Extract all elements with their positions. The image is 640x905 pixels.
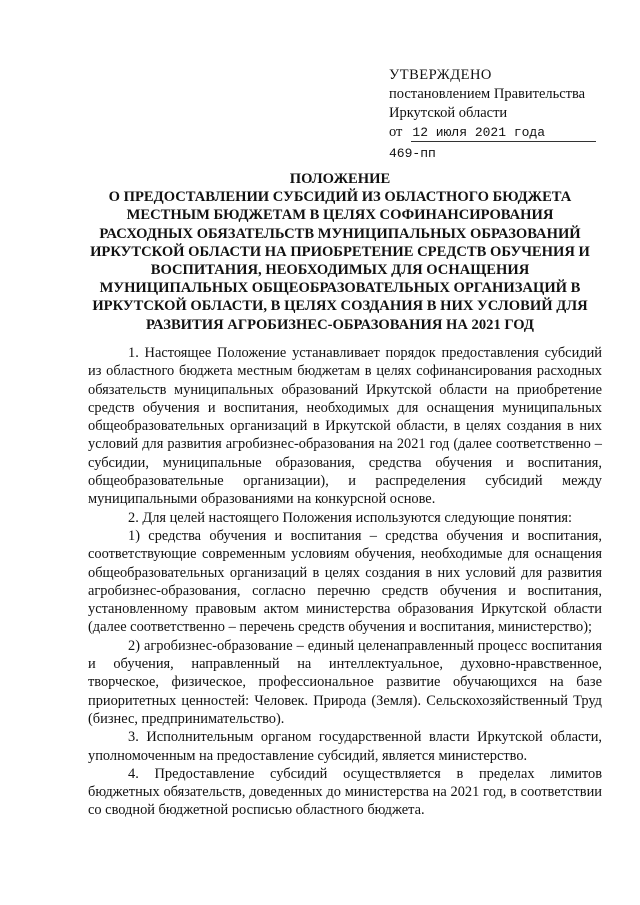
paragraph: 1. Настоящее Положение устанавливает порядок предоставления субсидий из областного бюджета местным бюджетам в целях софинансирования расходных обязательств муниципальных образований Иркутской области на приобретение средств обучения и воспитания, необходимых для оснащения муниципальных общеобразовательных организаций в Иркутской области, в целях создания в них условий для развития агробизнес-образования на 2021 год (далее соответственно – субсидии, муниципальные образования, средства обучения и воспитания, общеобразовательные организации), и распределения субсидий между муниципальными образованиями на конкурсной основе. <box>88 345 602 508</box>
document-title <box>80 170 600 334</box>
approval-region-line: Иркутской области <box>389 105 508 121</box>
document-body <box>88 344 602 820</box>
title-line: ПОЛОЖЕНИЕ <box>289 171 391 187</box>
title-line: ИРКУТСКОЙ ОБЛАСТИ НА ПРИОБРЕТЕНИЕ СРЕДСТВ ОБУЧЕНИЯ И <box>90 243 590 260</box>
approval-date-prefix: от <box>389 124 403 140</box>
paragraph: 2) агробизнес-образование – единый целенаправленный процесс воспитания и обучения, направленный на интеллектуальное, духовно-нравственное, творческое, физическое, профессиональное развитие обучающихся на базе приоритетных ценностей: Человек. Природа (Земля). Сельскохозяйственный Труд (бизнес, предпринимательство). <box>88 637 602 727</box>
title-line: О ПРЕДОСТАВЛЕНИИ СУБСИДИЙ ИЗ ОБЛАСТНОГО БЮДЖЕТА <box>108 189 572 206</box>
paragraph: 4. Предоставление субсидий осуществляется в пределах лимитов бюджетных обязательств, доведенных до министерства на 2021 год, в соответствии со сводной бюджетной росписью областного бюджета. <box>88 765 602 819</box>
paragraph: 1) средства обучения и воспитания – средства обучения и воспитания, соответствующие современным условиям обучения, необходимые для оснащения общеобразовательных организаций в целях создания в них условий для развития агробизнес-образования, согласно перечню средств обучения и воспитания, установленному правовым актом министерства образования Иркутской области (далее соответственно – перечень средств обучения и воспитания, министерство); <box>88 527 602 636</box>
approval-issuer-line: постановлением Правительства <box>389 86 586 102</box>
title-line: МЕСТНЫМ БЮДЖЕТАМ В ЦЕЛЯХ СОФИНАНСИРОВАНИЯ <box>126 207 554 224</box>
title-line: МУНИЦИПАЛЬНЫХ ОБЩЕОБРАЗОВАТЕЛЬНЫХ ОРГАНИЗАЦИЙ В <box>99 280 581 297</box>
title-line: ИРКУТСКОЙ ОБЛАСТИ, В ЦЕЛЯХ СОЗДАНИЯ В НИХ УСЛОВИЙ ДЛЯ <box>92 298 588 315</box>
approval-block <box>389 66 604 163</box>
approval-number: 469-пп <box>389 146 436 161</box>
title-line: ВОСПИТАНИЯ, НЕОБХОДИМЫХ ДЛЯ ОСНАЩЕНИЯ <box>150 262 530 279</box>
paragraph: 3. Исполнительным органом государственной власти Иркутской области, уполномоченным на предоставление субсидий, является министерство. <box>88 729 602 764</box>
date-underline <box>411 141 596 142</box>
title-line: РАЗВИТИЯ АГРОБИЗНЕС-ОБРАЗОВАНИЯ НА 2021 ГОД <box>146 316 534 333</box>
approval-date-line <box>389 123 604 142</box>
approval-date-value: 12 июля 2021 года <box>412 125 546 140</box>
paragraph: 2. Для целей настоящего Положения используются следующие понятия: <box>128 509 573 526</box>
approval-heading: УТВЕРЖДЕНО <box>389 67 492 83</box>
title-line: РАСХОДНЫХ ОБЯЗАТЕЛЬСТВ МУНИЦИПАЛЬНЫХ ОБРАЗОВАНИЙ <box>99 225 581 242</box>
